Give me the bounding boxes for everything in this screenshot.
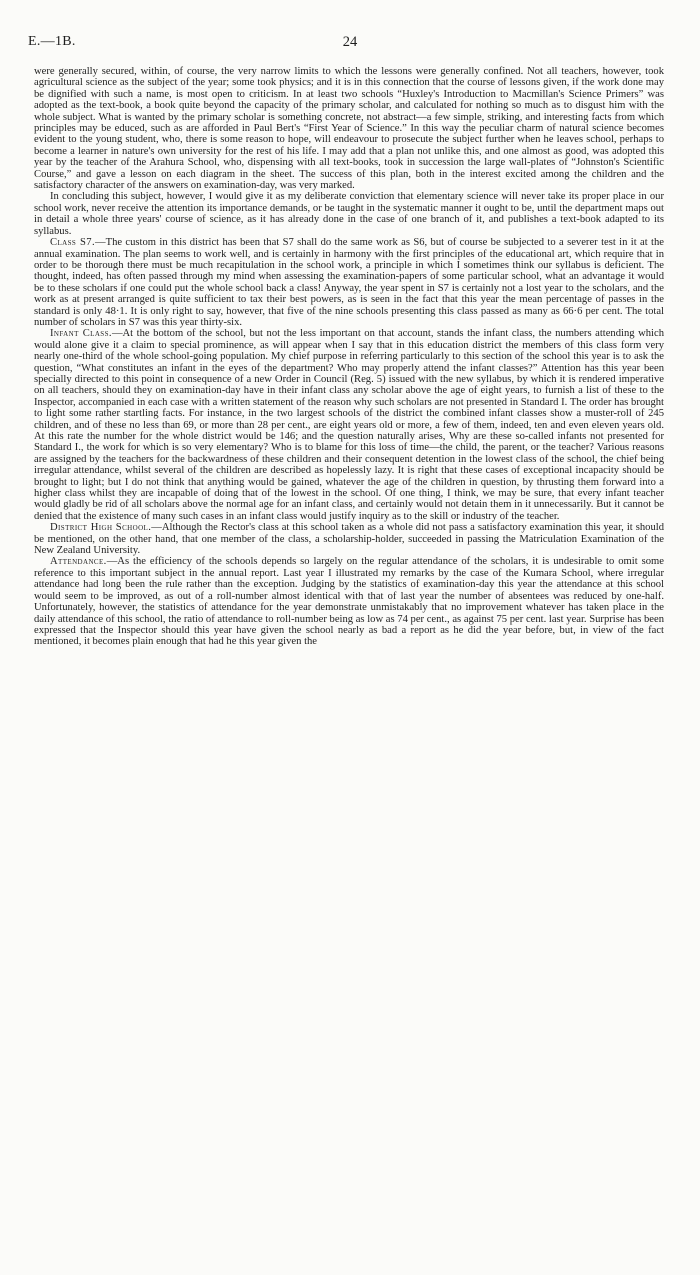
paragraph-district-high-school [34,522,664,556]
paragraph-text: In concluding this subject, however, I would give it as my deliberate conviction that elementary science will never take its proper place in our school work, never receive the attention its importance demands, or be taught in the systematic manner it ought to be, until the department maps out in detail a whole three years' course of science, as it has already done in the case of one branch of it, and publishes a text-book adapted to its syllabus. [34,191,664,237]
paragraph-infant-class [34,328,664,522]
paragraph-attendance [34,556,664,647]
report-body [34,66,664,648]
page-header [28,34,672,52]
paragraph-text: —The custom in this district has been that S7 shall do the same work as S6, but of course be subjected to a severer test in it at the annual examination. The plan seems to work well, and is certainly in harmony with the first principles of the educational art, which require that in order to be thorough there must be much recapitulation in the school work, a principle in which I sometimes think our syllabus is deficient. The thought, indeed, has often passed through my mind when assessing the examination-papers of some particular school, what an advantage it would be to these scholars if one could put the whole school back a class! Anyway, the year spent in S7 is certainly not a lost year to the scholars, and the work as at present arranged is quite sufficient to tax their best powers, as is seen in the fact that this year the mean percentage of passes in the standard is only 48·1. It is only right to say, however, that five of the nine schools presenting this class passed as many as 66·6 per cent. The total number of scholars in S7 was this year thirty-six. [34,237,664,328]
paragraph-class-s7 [34,237,664,328]
section-heading-infant-class: Infant Class. [50,328,112,340]
page-number: 24 [342,34,358,50]
paragraph-text: were generally secured, within, of course, the very narrow limits to which the lessons were generally confined. Not all teachers, however, took agricultural science as the subject of the year; some took physics; and it is in this connection that the course of lessons given, if the work done may be dignified with such a name, is most open to criticism. In at least two schools “Huxley's Introduction to Macmillan's Science Primers” was adopted as the text-book, a book quite beyond the capacity of the primary scholar, and calculated for nothing so much as to disgust him with the whole subject. What is wanted by the primary scholar is something concrete, not abstract—a few simple, striking, and interesting facts from which principles may be educed, such as are afforded in Paul Bert's “First Year of Science.” In this way the peculiar charm of natural science becomes evident to the young student, who, there is some reason to hope, will endeavour to prosecute the subject further when he leaves school, perhaps to become a learner in nature's own university for the rest of his life. I may add that a plan not unlike this, and one almost as good, was adopted this year by the teacher of the Arahura School, who, dispensing with all text-books, took in succession the large wall-plates of “Johnston's Scientific Course,” and gave a lesson on each diagram in the sheet. The success of this plan, both in the interest excited among the children and the satisfactory character of the answers on examination-day, was very marked. [34,66,664,192]
paragraph-text: —As the efficiency of the schools depends so largely on the regular attendance of the scholars, it is undesirable to omit some reference to this important subject in the annual report. Last year I illustrated my remarks by the case of the Kumara School, where irregular attendance had long been the rule rather than the exception. Judging by the statistics of examination-day this year the attendance at this school would seem to be improved, as out of a roll-number almost identical with that of last year the number of absentees was reduced by one-half. Unfortunately, however, the statistics of attendance for the year demonstrate unmistakably that no improvement whatever has taken place in the daily attendance of this school, the ratio of attendance to roll-number being as low as 74 per cent., as against 75 per cent. last year. Surprise has been expressed that the Inspector should this year have given the school nearly as bad a report as he did the year before, but, in view of the fact mentioned, it becomes plain enough that had he this year given the [34,556,664,648]
section-heading-district-high-school: District High School. [50,522,152,534]
section-heading-attendance: Attendance. [50,556,107,568]
paragraph-text: —Although the Rector's class at this school taken as a whole did not pass a satisfactory examination this year, it should be mentioned, on the other hand, that one member of the class, a scholarship-holder, succeeded in passing the Matriculation Examination of the New Zealand University. [34,522,664,557]
document-reference: E.—1B. [28,34,76,49]
paragraph-text: —At the bottom of the school, but not the less important on that account, stands the infant class, the numbers attending which would alone give it a claim to special prominence, as will appear when I say that in this education district the members of this class form very nearly one-third of the whole school-going population. My chief purpose in referring particularly to this section of the school this year is to ask the question, “What constitutes an infant in the eyes of the department? Who may properly attend the infant classes?” Attention has this year been specially directed to this point in consequence of a new Order in Council (Reg. 5) issued with the new syllabus, by which it is rendered imperative on all teachers, should they on examination-day have in their infant class any scholar above the age of eight years, to furnish a list of these to the Inspector, accompanied in each case with a written statement of the reason why such scholars are not presented in Standard I. The order has brought to light some rather startling facts. For instance, in the two largest schools of the district the combined infant classes show a muster-roll of 245 children, and of these no less than 69, or more than 28 per cent., are eight years old or more, a few of them, indeed, ten and even eleven years old. At this rate the number for the whole district would be 146; and the question naturally arises, Why are these so-called infants not presented for Standard I., the work for which is so very elementary? Who is to blame for this loss of time—the child, the parent, or the teacher? Various reasons are assigned by the teachers for the backwardness of these children and their consequent detention in the lowest class of the school, the chief being irregular attendance, whilst several of the children are described as hopelessly lazy. It is right that these cases of exceptional incapacity should be brought to light; but I do not think that anything would be gained, whatever the age of the children in question, by thrusting them forward into a higher class whilst they are incapable of doing that of the lowest in the school. Of one thing, I think, we may be sure, that every infant teacher would gladly be rid of all scholars above the normal age for an infant class, and certainly would not detain them in it unnecessarily. But it cannot be denied that the existence of many such cases in an infant class would justify inquiry as to the skill or industry of the teacher. [34,328,664,522]
section-heading-class-s7: Class S7. [50,237,95,249]
paragraph-elementary-science-conclusion [34,191,664,237]
paragraph-science-lessons [34,66,664,191]
